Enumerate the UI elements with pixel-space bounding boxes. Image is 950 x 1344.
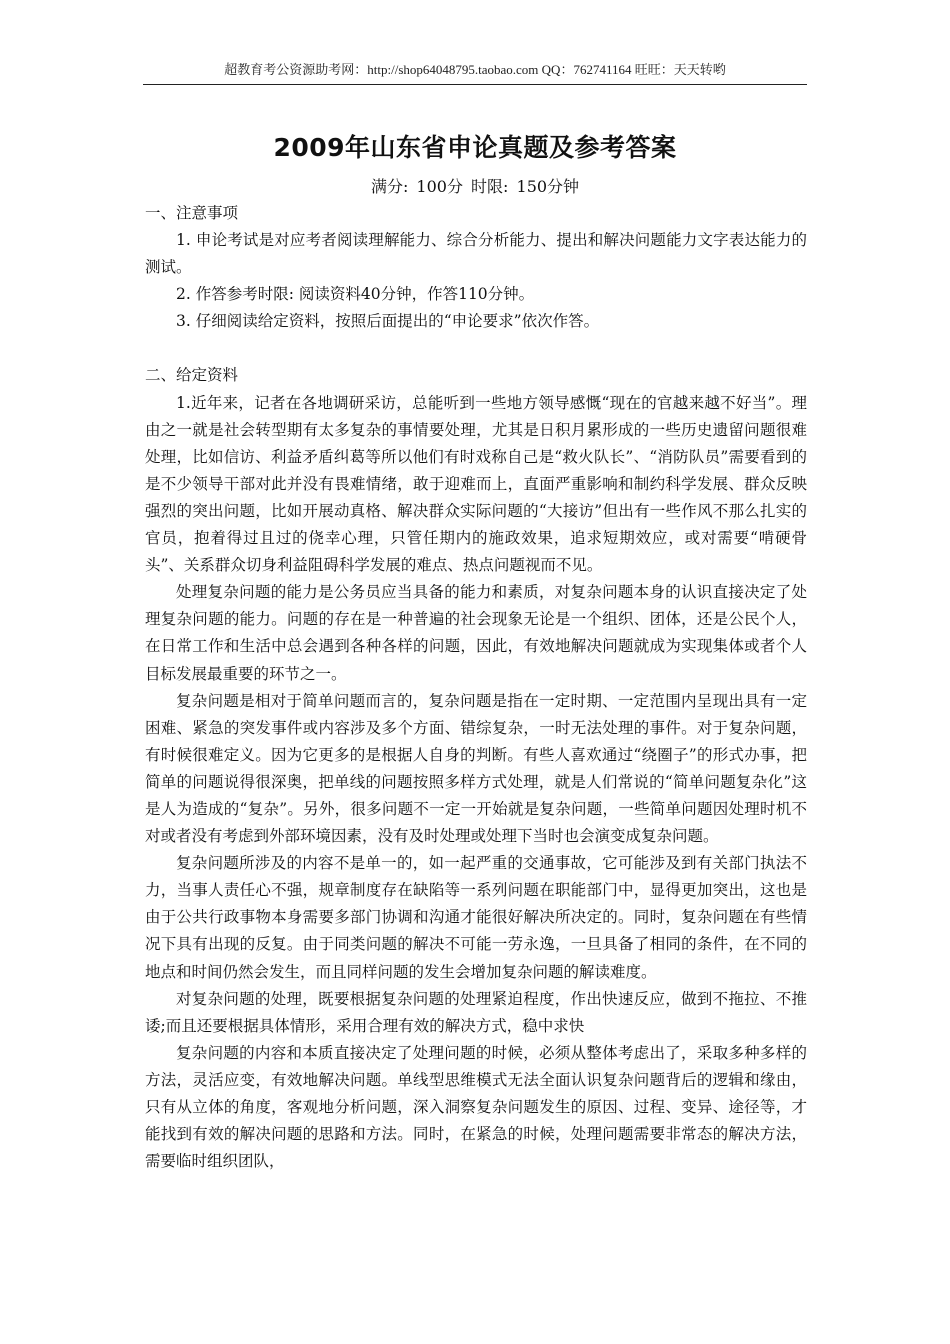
document-title: 2009年山东省申论真题及参考答案	[273, 133, 677, 162]
header-divider	[143, 84, 807, 85]
document-body	[145, 200, 807, 1175]
material-paragraph: 对复杂问题的处理，既要根据复杂问题的处理紧迫程度，作出快速反应，做到不拖拉、不推诿;而且还要根据具体情形，采用合理有效的解决方式，稳中求快	[145, 989, 807, 1035]
page-header: 超教育考公资源助考网：http://shop64048795.taobao.com QQ：762741164 旺旺：天天转哟	[224, 62, 726, 77]
material-paragraph: 复杂问题的内容和本质直接决定了处理问题的时候，必须从整体考虑出了，采取多种多样的方法，灵活应变，有效地解决问题。单线型思维模式无法全面认识复杂问题背后的逻辑和缘由，只有从立体的角度，客观地分析问题，深入洞察复杂问题发生的原因、过程、变异、途径等，才能找到有效的解决问题的思路和方法。同时，在紧急的时候，处理问题需要非常态的解决方法，需要临时组织团队，	[145, 1043, 807, 1171]
material-paragraph: 处理复杂问题的能力是公务员应当具备的能力和素质，对复杂问题本身的认识直接决定了处理复杂问题的能力。问题的存在是一种普遍的社会现象无论是一个组织、团体，还是公民个人，在日常工作和生活中总会遇到各种各样的问题，因此，有效地解决问题就成为实现集体或者个人目标发展最重要的环节之一。	[145, 583, 807, 683]
section-heading-materials: 二、给定资料	[145, 366, 239, 385]
section-heading-notes: 一、注意事项	[145, 204, 239, 222]
material-paragraph: 1.近年来，记者在各地调研采访，总能听到一些地方领导感慨“现在的官越来越不好当”。理由之一就是社会转型期有太多复杂的事情要处理，尤其是日积月累形成的一些历史遗留问题很难处理，比如信访、利益矛盾纠葛等所以他们有时戏称自己是“救火队长”、“消防队员”需要看到的是不少领导干部对此并没有畏难情绪，敢于迎难而上，直面严重影响和制约科学发展、群众反映强烈的突出问题，比如开展动真格、解决群众实际问题的“大接访”但出有一些作风不那么扎实的官员，抱着得过且过的侥幸心理，只管任期内的施政效果，追求短期效应，或对需要“啃硬骨头”、关系群众切身利益阻碍科学发展的难点、热点问题视而不见。	[145, 393, 807, 575]
material-paragraph: 复杂问题是相对于简单问题而言的，复杂问题是指在一定时期、一定范围内呈现出具有一定困难、紧急的突发事件或内容涉及多个方面、错综复杂，一时无法处理的事件。对于复杂问题，有时候很难定义。因为它更多的是根据人自身的判断。有些人喜欢通过“绕圈子”的形式办事，把简单的问题说得很深奥，把单线的问题按照多样方式处理，就是人们常说的“简单问题复杂化”这是人为造成的“复杂”。另外，很多问题不一定一开始就是复杂问题，一些简单问题因处理时机不对或者没有考虑到外部环境因素，没有及时处理或处理下当时也会演变成复杂问题。	[145, 691, 807, 846]
section-spacer	[145, 335, 807, 362]
note-item: 2. 作答参考时限: 阅读资料40分钟，作答110分钟。	[176, 285, 535, 304]
document-subtitle: 满分: 100分 时限: 150分钟	[370, 177, 580, 196]
material-paragraph: 复杂问题所涉及的内容不是单一的，如一起严重的交通事故，它可能涉及到有关部门执法不力，当事人责任心不强，规章制度存在缺陷等一系列问题在职能部门中，显得更加突出，这也是由于公共行政事物本身需要多部门协调和沟通才能很好解决所决定的。同时，复杂问题在有些情况下具有出现的反复。由于同类问题的解决不可能一劳永逸，一旦具备了相同的条件，在不同的地点和时间仍然会发生，而且同样问题的发生会增加复杂问题的解读难度。	[145, 854, 807, 981]
note-item: 1. 申论考试是对应考者阅读理解能力、综合分析能力、提出和解决问题能力文字表达能力的测试。	[145, 231, 807, 277]
note-item: 3. 仔细阅读给定资料，按照后面提出的“申论要求”依次作答。	[176, 312, 600, 331]
